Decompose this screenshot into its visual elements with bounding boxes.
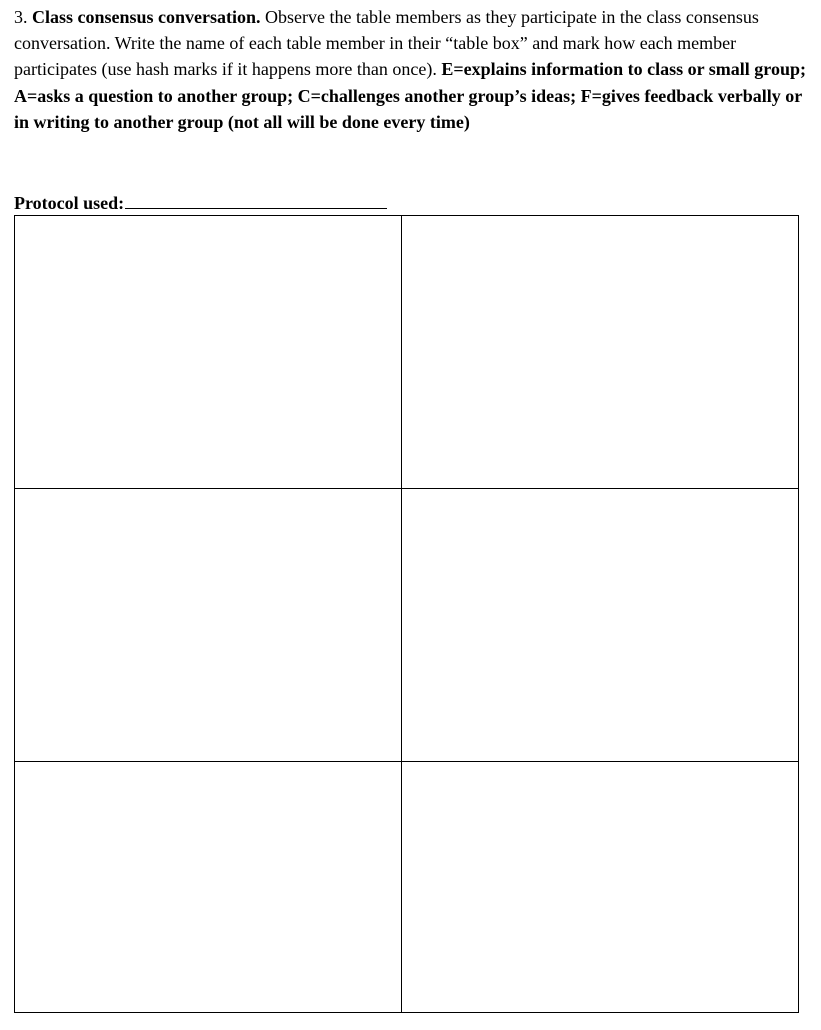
- table-box-2[interactable]: [402, 216, 798, 489]
- table-box-6[interactable]: [402, 762, 798, 1012]
- table-box-grid: [14, 215, 799, 1013]
- instructions-paragraph: [14, 4, 814, 135]
- participation-codes: E=explains information to class or small group; A=asks a question to another group; C=challenges another group’s ideas; F=gives feedback verbally or in writing to another group (not all will be done every time): [14, 59, 806, 132]
- question-number: 3.: [14, 7, 28, 27]
- instructions-text: Observe the table members as they participate in the class consensus conversation. Write the name of each table member in their “table box” and mark how each member participates (use hash marks if it happens more than once).: [14, 7, 759, 80]
- question-heading: Class consensus conversation.: [32, 7, 261, 27]
- table-box-4[interactable]: [402, 489, 798, 762]
- table-box-3[interactable]: [15, 489, 402, 762]
- protocol-label: Protocol used:: [14, 193, 125, 213]
- table-box-5[interactable]: [15, 762, 402, 1012]
- table-box-1[interactable]: [15, 216, 402, 489]
- protocol-blank-field[interactable]: [125, 190, 387, 209]
- protocol-line: [14, 190, 387, 215]
